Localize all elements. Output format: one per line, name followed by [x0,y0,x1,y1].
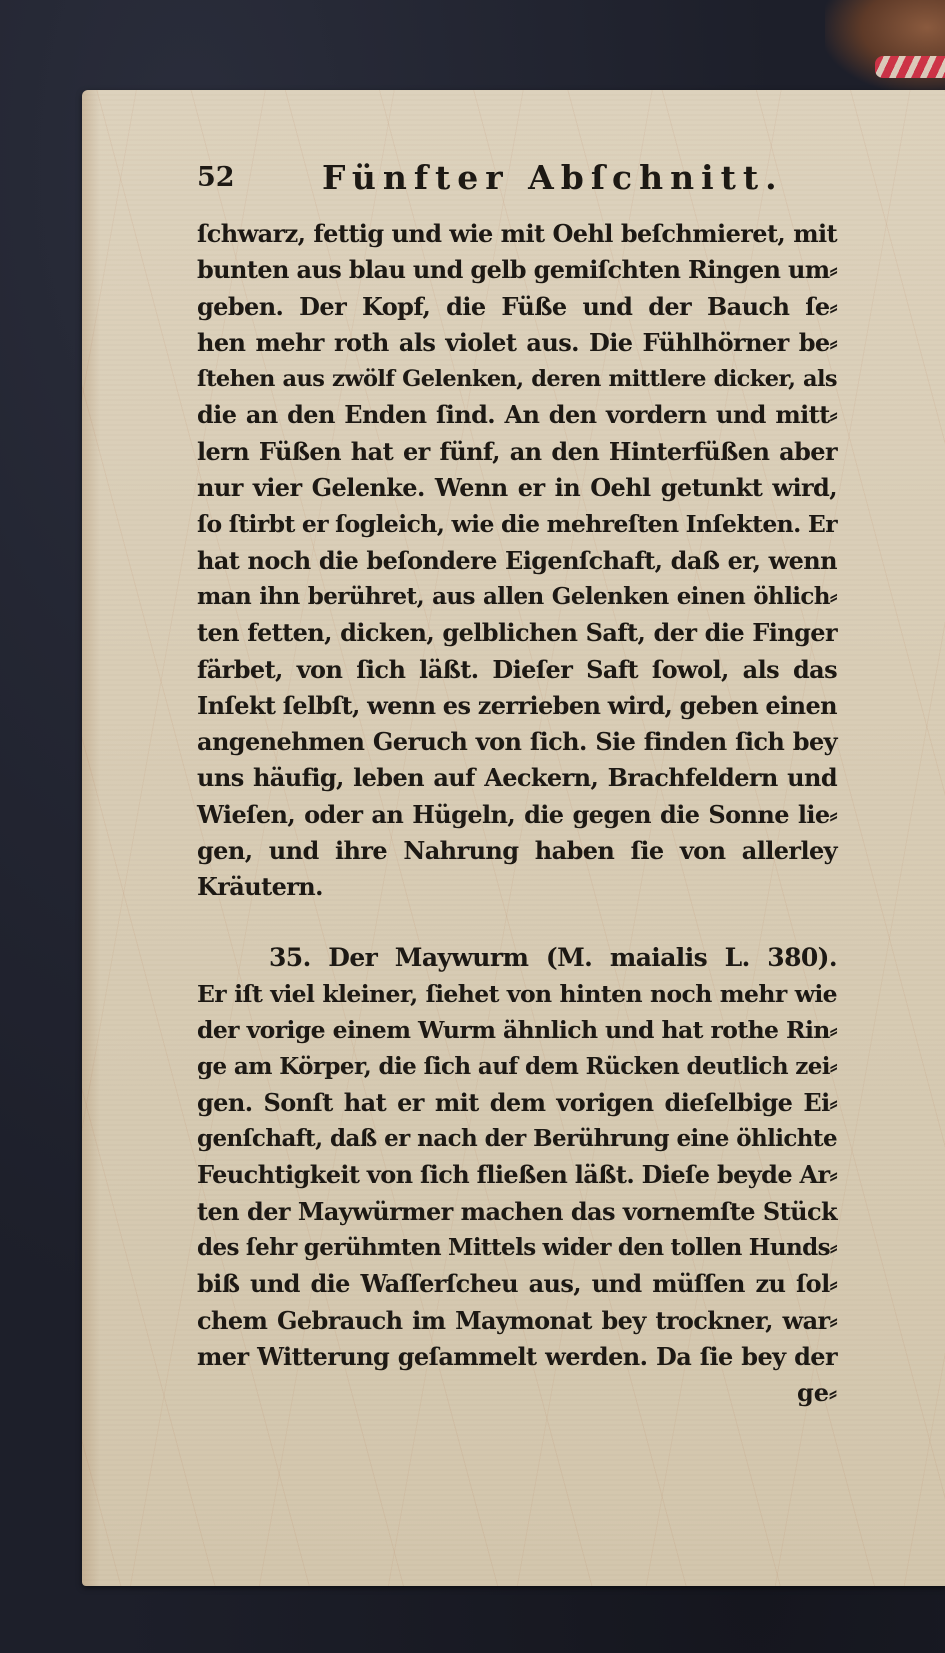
text-line: gen. Sonſt hat er mit dem vorigen dieſelbige Ei⸗ [197,1087,837,1117]
thumb-holding-page [825,0,945,92]
text-line: ſtehen aus zwölf Gelenken, deren mittlere dicker, als [197,366,837,393]
text-line: genſchaft, daß er nach der Berührung eine öhlichte [197,1125,837,1153]
text-line: geben. Der Kopf, die Füße und der Bauch ſe⸗ [197,291,837,321]
text-line: Inſekt ſelbſt, wenn es zerrieben wird, geben einen [197,690,837,720]
text-line: angenehmen Geruch von ſich. Sie finden ſich bey [197,727,837,757]
page-header [197,154,837,214]
text-line: uns häufig, leben auf Aeckern, Brachfeldern und [197,763,837,793]
book-page [82,90,945,1586]
text-line: man ihn berühret, aus allen Gelenken einen öhlich⸗ [197,582,837,610]
text-line: hen mehr roth als violet aus. Die Fühlhörner be⸗ [197,327,837,357]
text-line: hat noch die beſondere Eigenſchaft, daß er, wenn [197,545,837,575]
text-line: Er iſt viel kleiner, ſiehet von hinten noch mehr wie [197,979,837,1008]
text-line: färbet, von ſich läßt. Dieſer Saft ſowol, als das [197,654,837,684]
text-line: ge am Körper, die ſich auf dem Rücken deutlich zei⸗ [197,1052,837,1080]
text-line: nur vier Gelenke. Wenn er in Oehl getunkt wird, [197,473,837,503]
text-line: biß und die Waſſerſcheu aus, und müſſen zu ſol⸗ [197,1269,837,1299]
section-heading: 35. Der Maywurm (M. maialis L. 380). [269,942,837,972]
text-line: mer Witterung geſammelt werden. Da ſie bey der [197,1341,837,1371]
text-line: bunten aus blau und gelb gemiſchten Ringen um⸗ [197,255,837,285]
page-number: 52 [197,162,235,193]
text-line: Kräutern. [197,872,323,902]
text-line: Wieſen, oder an Hügeln, die gegen die Sonne lie⸗ [197,799,837,829]
text-line: die an den Enden ſind. An den vordern und mitt⸗ [197,400,837,430]
text-line: ten der Maywürmer machen das vornemſte Stück [197,1196,837,1226]
text-line: Feuchtigkeit von ſich fließen läßt. Dieſe beyde Ar⸗ [197,1160,837,1190]
running-title: Fünfter Abſchnitt. [322,158,784,197]
page-text-block [197,154,837,1411]
text-line: ſo ſtirbt er ſogleich, wie die mehreſten Inſekten. Er [197,510,837,539]
ribbon-bookmark [875,56,945,78]
text-line: ten fetten, dicken, gelblichen Saft, der die Finger [197,618,837,648]
text-line: gen, und ihre Nahrung haben ſie von allerley [197,836,837,866]
paragraph-1 [197,216,837,906]
paragraph-2 [197,976,837,1375]
text-line: ſchwarz, fettig und wie mit Oehl beſchmieret, mit [197,219,837,248]
text-line: des ſehr gerühmten Mittels wider den tollen Hunds⸗ [197,1234,837,1262]
text-line: der vorige einem Wurm ähnlich und hat rothe Rin⸗ [197,1016,837,1045]
catchword: ge⸗ [796,1378,837,1408]
text-line: lern Füßen hat er fünf, an den Hinterfüßen aber [197,436,837,466]
text-line: chem Gebrauch im Maymonat bey trockner, war⸗ [197,1305,837,1335]
